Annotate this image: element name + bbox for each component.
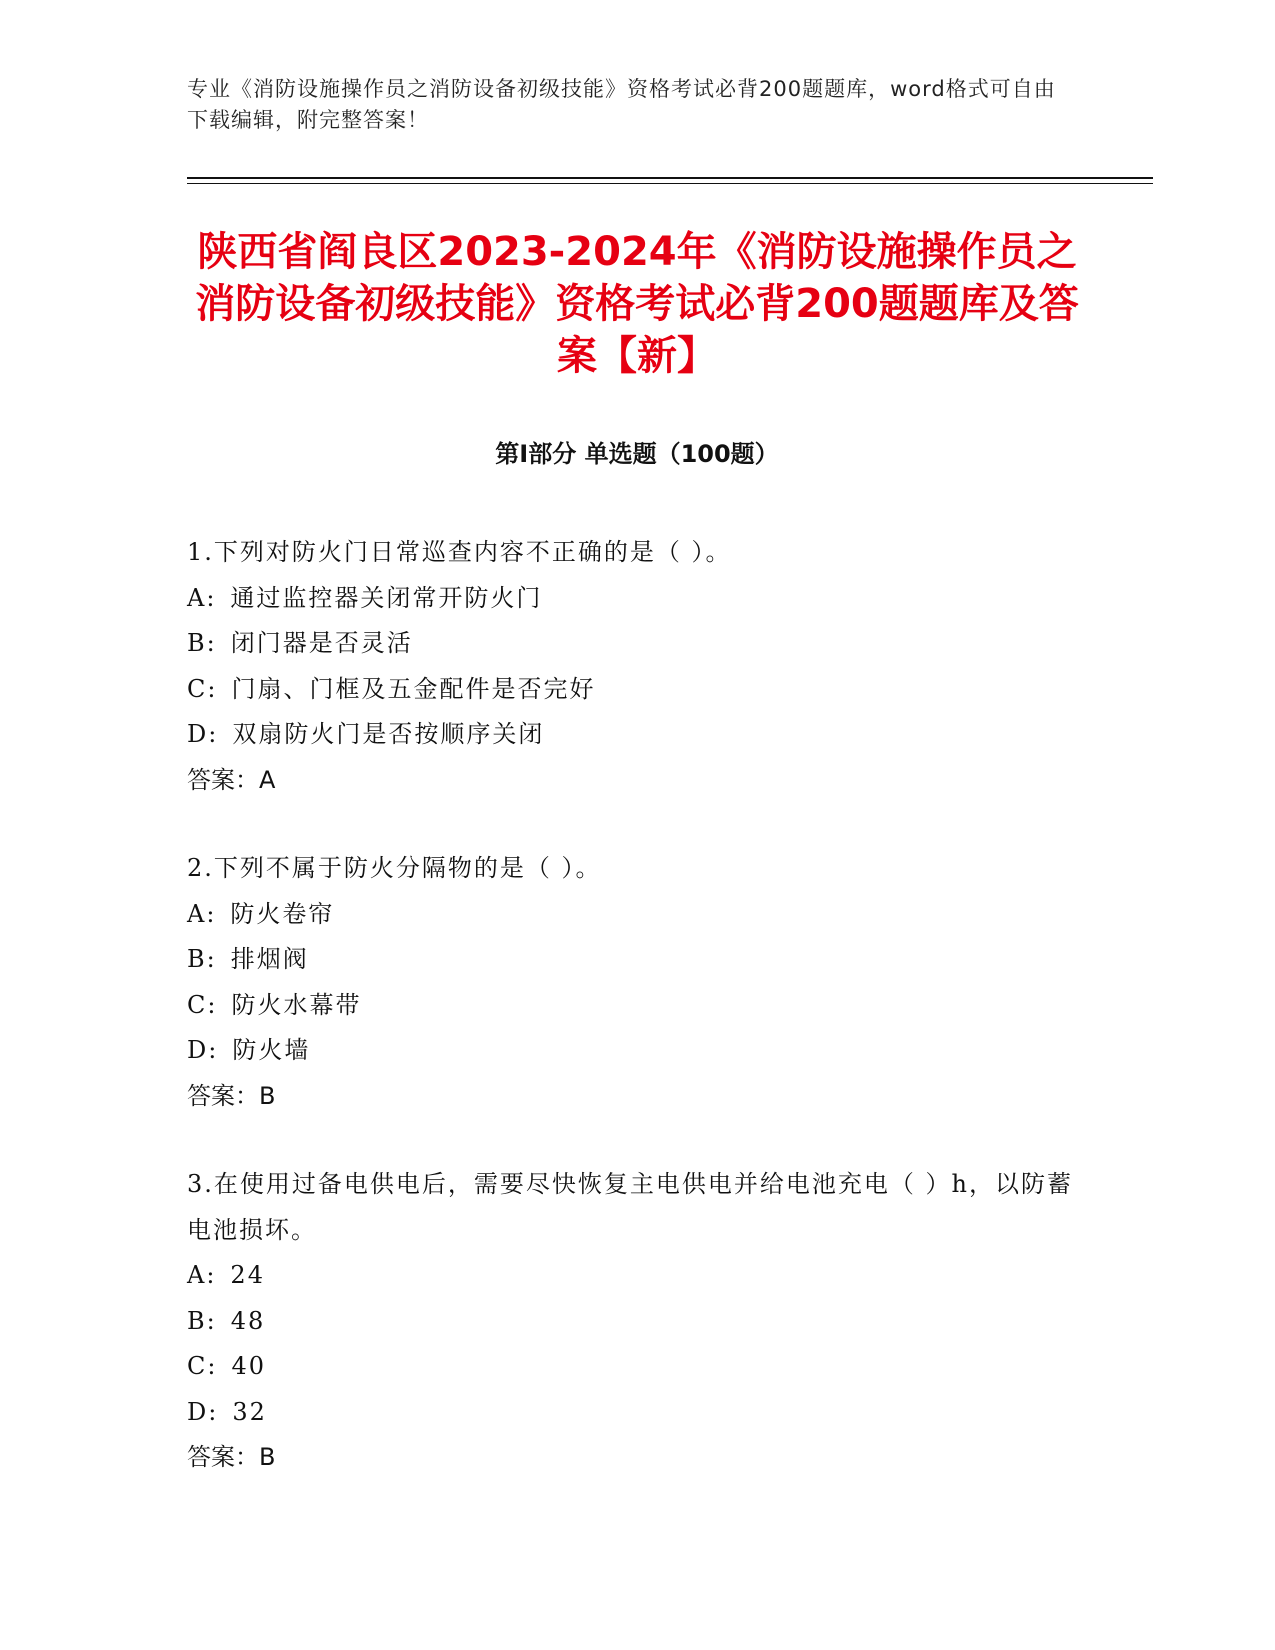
option-key: C: xyxy=(187,1352,218,1380)
option-text: 24 xyxy=(230,1261,265,1289)
option-b xyxy=(187,621,1087,667)
option-text: 双扇防火门是否按顺序关闭 xyxy=(232,720,545,748)
question-stem: 3.在使用过备电供电后，需要尽快恢复主电供电并给电池充电（ ）h，以防蓄电池损坏。 xyxy=(187,1170,1073,1244)
answer: 答案：B xyxy=(187,1443,276,1471)
option-key: C: xyxy=(187,674,218,703)
question-stem: 2.下列不属于防火分隔物的是（ ）。 xyxy=(187,854,602,882)
option-key: A: xyxy=(187,1261,217,1289)
option-key: B: xyxy=(187,945,217,973)
option-text: 门扇、门框及五金配件是否完好 xyxy=(231,674,596,703)
option-key: B: xyxy=(187,1306,217,1335)
option-text: 40 xyxy=(231,1352,266,1380)
option-key: A: xyxy=(187,583,217,612)
option-b xyxy=(187,937,1087,983)
option-key: D: xyxy=(187,720,219,748)
header-rule-thin xyxy=(187,183,1153,184)
document-title: 陕西省阎良区2023-2024年《消防设施操作员之消防设备初级技能》资格考试必背200题题库及答案【新】 xyxy=(195,229,1079,379)
option-text: 闭门器是否灵活 xyxy=(230,629,413,657)
option-a xyxy=(187,1253,1087,1299)
option-text: 防火墙 xyxy=(232,1036,311,1064)
option-key: A: xyxy=(187,899,217,928)
option-key: D: xyxy=(187,1397,219,1426)
option-text: 防火水幕带 xyxy=(231,990,362,1019)
option-d xyxy=(187,712,1087,758)
question-2 xyxy=(187,846,1087,1119)
option-c xyxy=(187,983,1087,1029)
option-key: B: xyxy=(187,629,217,657)
option-key: D: xyxy=(187,1036,219,1064)
option-d xyxy=(187,1028,1087,1074)
answer: 答案：B xyxy=(187,1081,276,1110)
option-c xyxy=(187,667,1087,713)
option-a xyxy=(187,576,1087,622)
question-3 xyxy=(187,1162,1087,1481)
header-note: 专业《消防设施操作员之消防设备初级技能》资格考试必背200题题库，word格式可自由下载编辑，附完整答案！ xyxy=(187,77,1056,132)
question-list xyxy=(187,530,1087,1524)
question-stem: 1.下列对防火门日常巡查内容不正确的是（ ）。 xyxy=(187,538,732,566)
option-b xyxy=(187,1299,1087,1345)
option-text: 32 xyxy=(232,1397,267,1426)
option-c xyxy=(187,1344,1087,1390)
option-text: 48 xyxy=(230,1306,266,1335)
option-text: 防火卷帘 xyxy=(230,899,335,928)
option-a xyxy=(187,892,1087,938)
section-heading: 第I部分 单选题（100题） xyxy=(495,440,779,468)
option-text: 通过监控器关闭常开防火门 xyxy=(230,583,543,612)
option-d xyxy=(187,1390,1087,1436)
option-text: 排烟阀 xyxy=(230,945,309,973)
answer: 答案：A xyxy=(187,765,276,794)
option-key: C: xyxy=(187,990,218,1019)
header-rule-thick xyxy=(187,177,1153,179)
question-1 xyxy=(187,530,1087,803)
